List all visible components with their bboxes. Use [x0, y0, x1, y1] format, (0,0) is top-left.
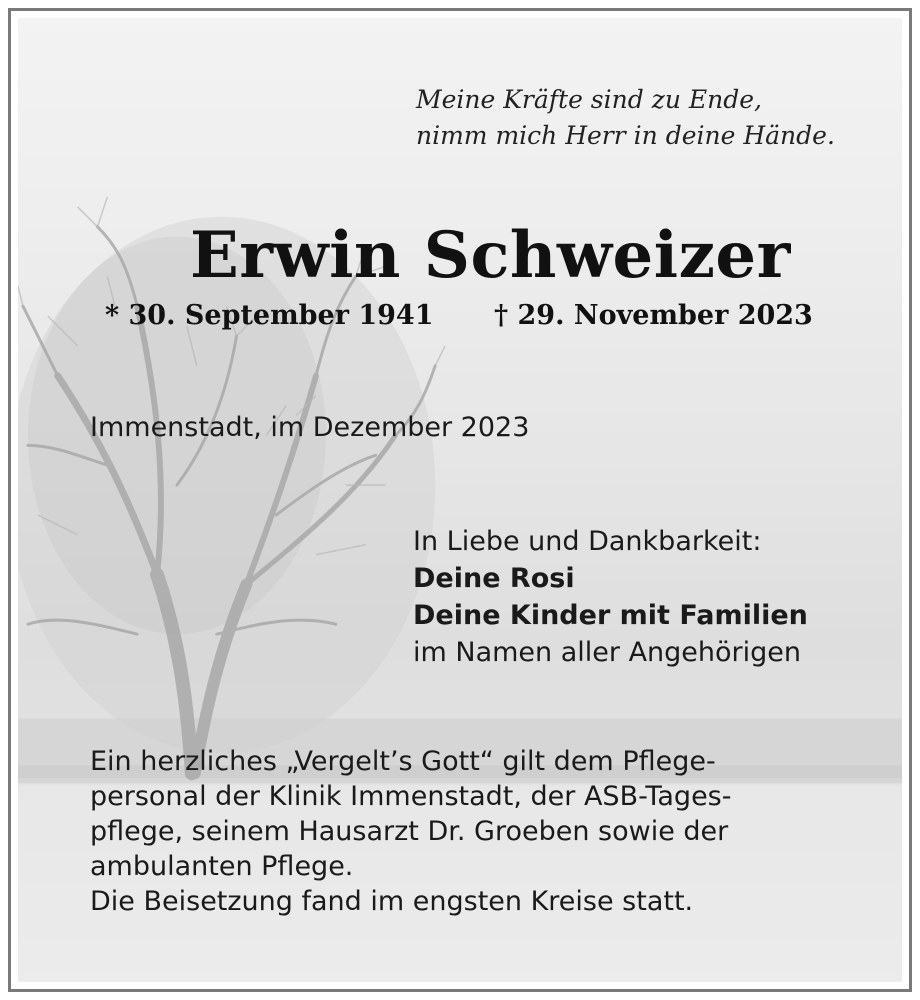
verse-line-1: Meine Kräfte sind zu Ende,: [416, 85, 762, 114]
verse-line-2: nimm mich Herr in deine Hände.: [416, 121, 835, 150]
burial-note: Die Beisetzung fand im engsten Kreise statt.: [90, 886, 694, 917]
thanks-line-2: personal der Klinik Immenstadt, der ASB-Tages-: [90, 781, 732, 812]
deceased-name: Erwin Schweizer: [190, 218, 791, 293]
signature-name-children: Deine Kinder mit Familien: [413, 600, 808, 631]
thanks-line-4: ambulanten Pflege.: [90, 851, 354, 882]
place-date: Immenstadt, im Dezember 2023: [90, 412, 530, 443]
birth-date: * 30. September 1941: [105, 300, 434, 331]
signature-name-rosi: Deine Rosi: [413, 563, 575, 594]
death-date: † 29. November 2023: [494, 300, 813, 331]
thanks-line-3: pflege, seinem Hausarzt Dr. Groeben sowie der: [90, 816, 729, 847]
signature-intro: In Liebe und Dankbarkeit:: [413, 526, 762, 557]
thanks-line-1: Ein herzliches „Vergelt’s Gott“ gilt dem Pflege-: [90, 746, 716, 777]
obituary-card: [18, 18, 902, 982]
obituary-frame: [8, 8, 912, 992]
signature-outro: im Namen aller Angehörigen: [413, 637, 802, 668]
